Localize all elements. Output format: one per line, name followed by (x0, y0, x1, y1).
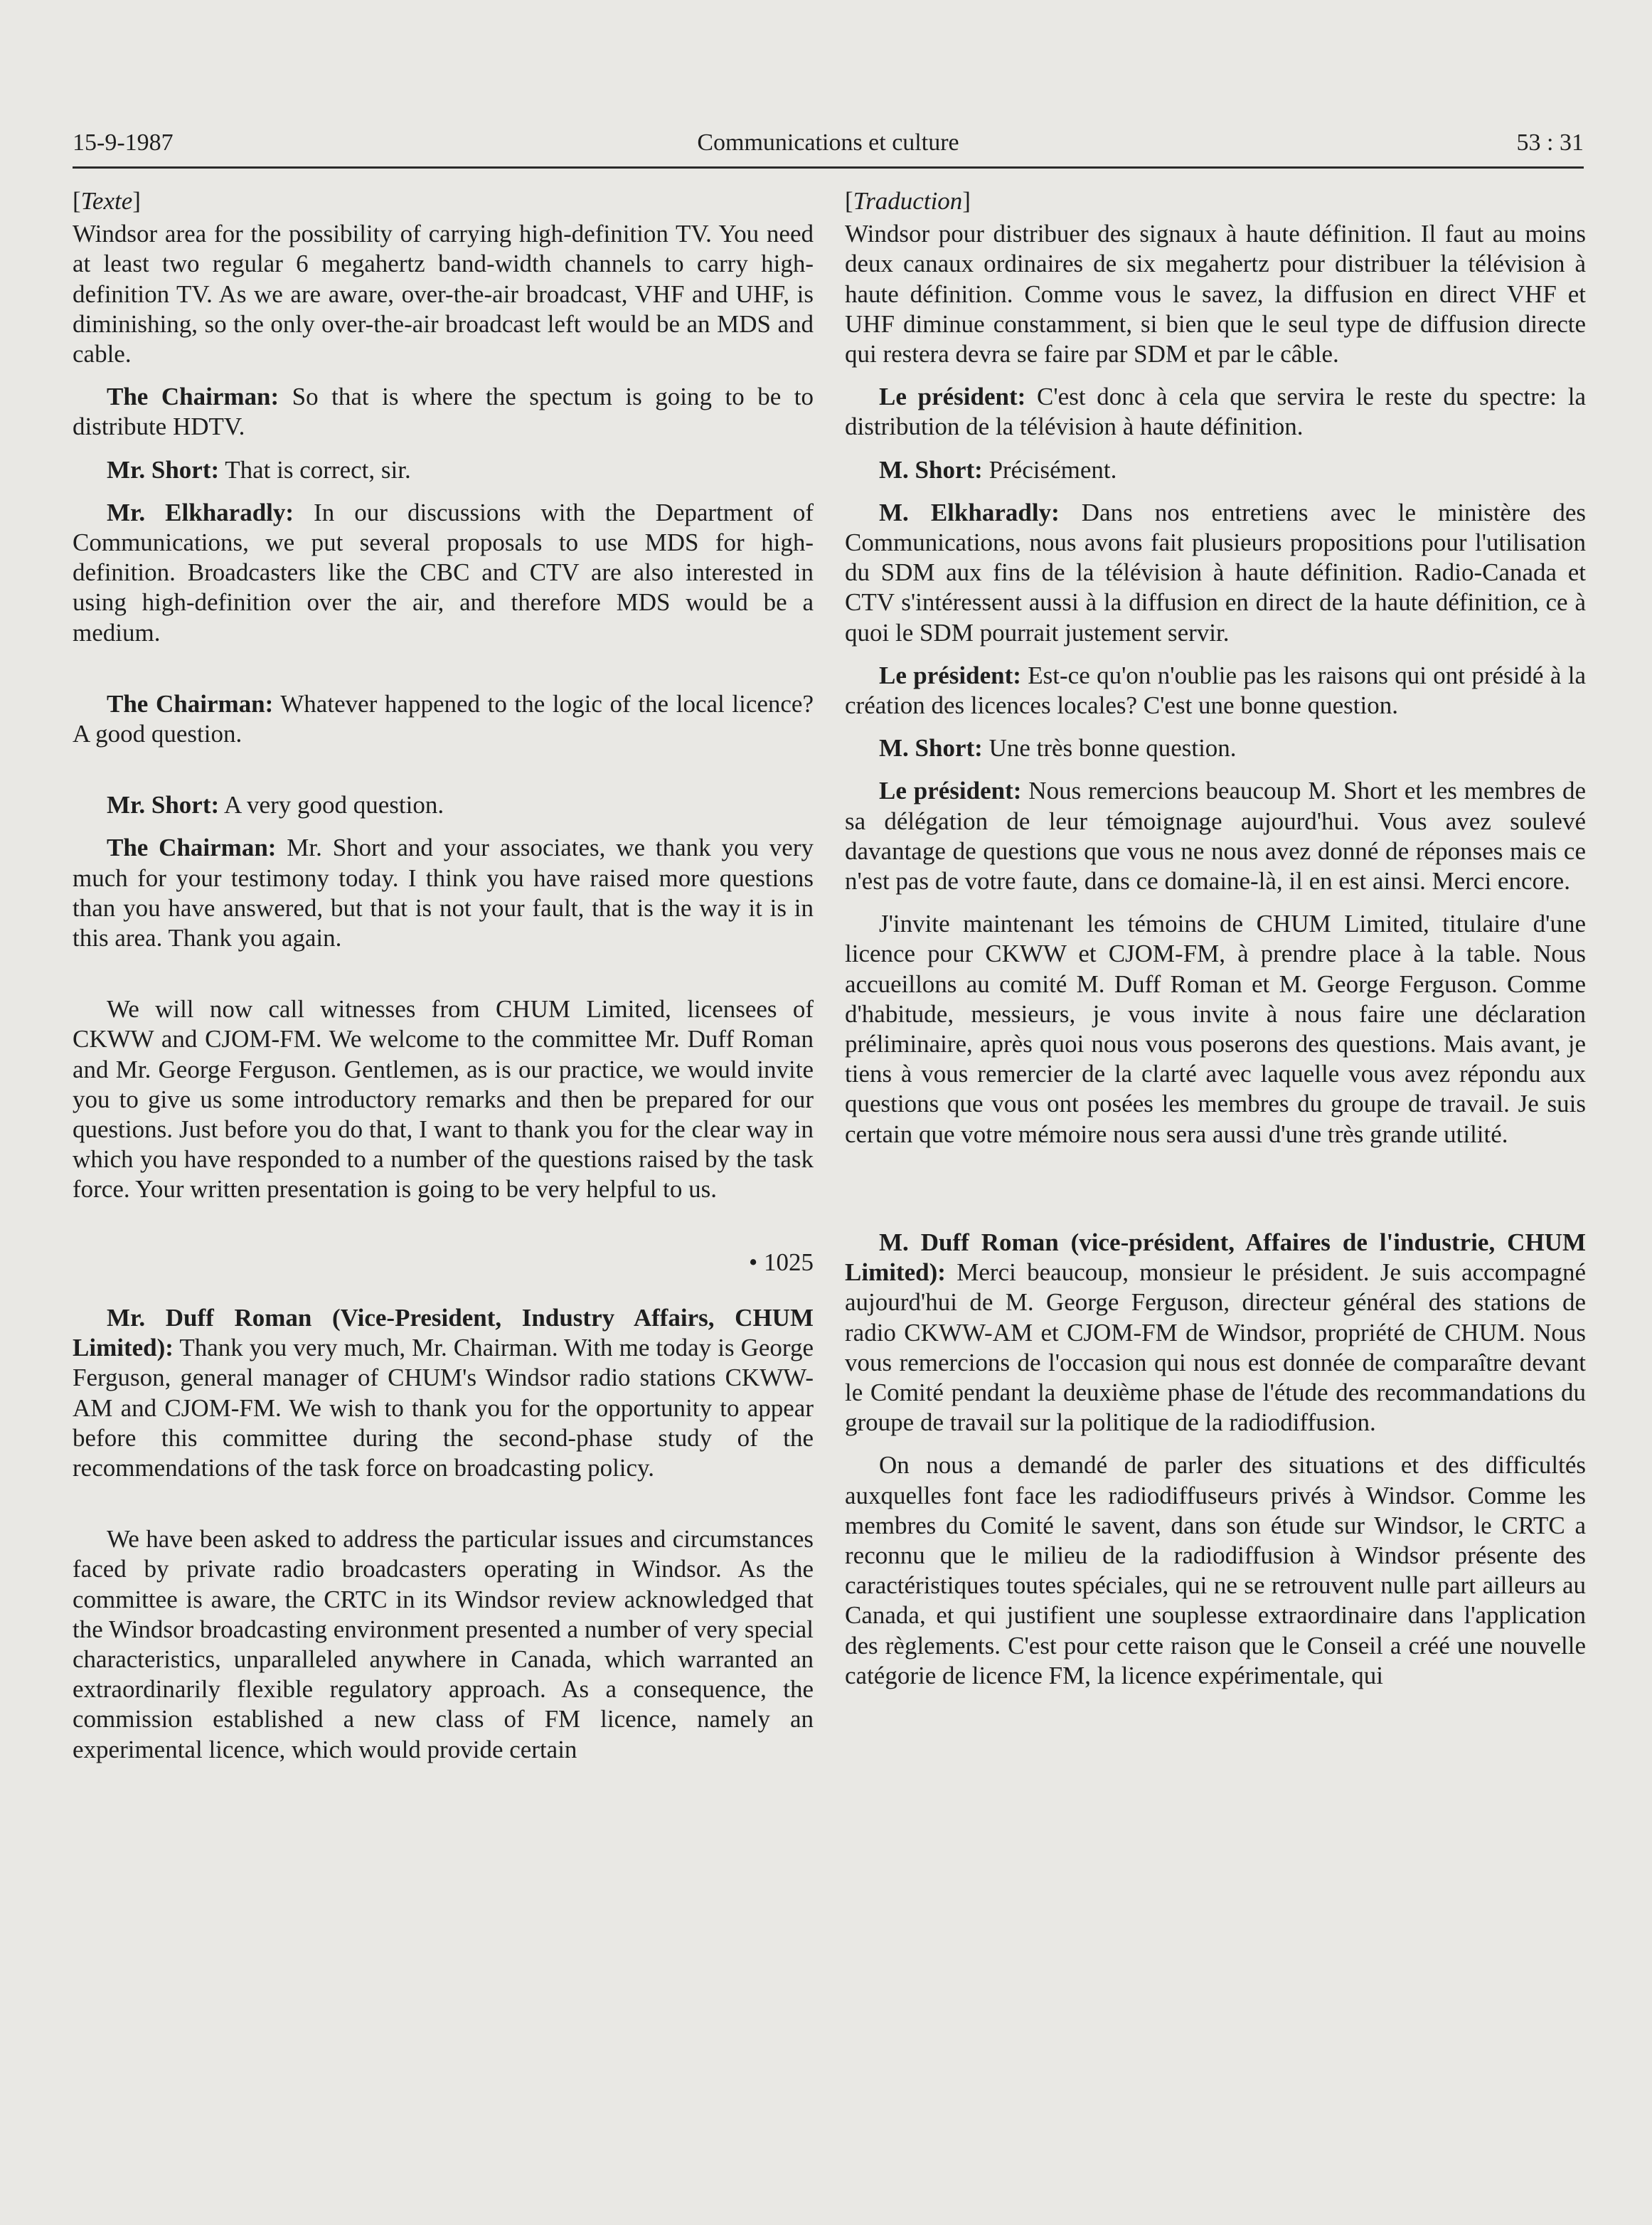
speaker-name: M. Short: (879, 734, 983, 763)
speaker-name: Mr. Duff Roman (Vice-President, Industry Affairs, CHUM Limited): (73, 1303, 814, 1362)
header-date: 15-9-1987 (73, 129, 174, 156)
speaker-name: Le président: (879, 661, 1021, 689)
english-column (73, 186, 814, 1778)
paragraph: M. Short: Précisément. (879, 455, 1117, 484)
paragraph: On nous a demandé de parler des situations et des difficultés auxquelles font face les radiodiffuseurs privés à Windsor. Comme les membres du Comité le savent, dans son étude sur Windsor, le CRTC a reconnu que le milieu de la radiodiffusion à Windsor présente des caractéristiques toutes spéciales, qui ne se retrouvent nulle part ailleurs au Canada, et qui justifient une souplesse extraordinaire dans l'application des règlements. C'est pour cette raison que le Conseil a créé une nouvelle catégorie de licence FM, la licence expérimentale, qui (845, 1451, 1586, 1689)
paragraph: Le président: C'est donc à cela que servira le reste du spectre: la distribution de la télévision à haute définition. (845, 383, 1586, 441)
paragraph: The Chairman: Mr. Short and your associates, we thank you very much for your testimony today. I think you have raised more questions than you have answered, but that is not your fault, that is the way it is in this area. Thank you again. (73, 834, 814, 952)
paragraph: We will now call witnesses from CHUM Limited, licensees of CKWW and CJOM-FM. We welcome to the committee Mr. Duff Roman and Mr. George Ferguson. Gentlemen, as is our practice, we would invite you to give us some introductory remarks and then be prepared for our questions. Just before you do that, I want to thank you for the clear way in which you have responded to a number of the questions raised by the task force. Your written presentation is going to be very helpful to us. (73, 995, 814, 1204)
paragraph: M. Short: Une très bonne question. (879, 734, 1237, 763)
paragraph: Mr. Elkharadly: In our discussions with the Department of Communications, we put several proposals to use MDS for high-definition. Broadcasters like the CBC and CTV are also interested in using high-definition over the air, and therefore MDS would be a medium. (73, 498, 814, 647)
paragraph: The Chairman: Whatever happened to the logic of the local licence? A good question. (73, 689, 814, 748)
paragraph: Windsor area for the possibility of carrying high-definition TV. You need at least two regular 6 megahertz band-width channels to carry high-definition TV. As we are aware, over-the-air broadcast, VHF and UHF, is diminishing, so the only over-the-air broadcast left would be an MDS and cable. (73, 220, 814, 368)
speaker-name: M. Duff Roman (vice-président, Affaires de l'industrie, CHUM Limited): (845, 1228, 1586, 1287)
paragraph: M. Elkharadly: Dans nos entretiens avec le ministère des Communications, nous avons fait plusieurs propositions pour l'utilisation du SDM aux fins de la télévision à haute définition. Radio-Canada et CTV s'intéressent aussi à la diffusion en direct de la haute définition, ce à quoi le SDM pourrait justement servir. (845, 498, 1586, 647)
paragraph: Le président: Est-ce qu'on n'oublie pas les raisons qui ont présidé à la création des licences locales? C'est une bonne question. (845, 661, 1586, 720)
french-column (845, 186, 1586, 1704)
speaker-name: Le président: (879, 777, 1022, 805)
speaker-name: The Chairman: (107, 689, 274, 718)
paragraph: Mr. Short: A very good question. (107, 791, 444, 819)
speaker-name: Le président: (879, 383, 1026, 411)
paragraph: M. Duff Roman (vice-président, Affaires de l'industrie, CHUM Limited): Merci beaucoup, monsieur le président. Je suis accompagné aujourd'hui de M. George Ferguson, directeur général des stations de radio CKWW-AM et CJOM-FM de Windsor, propriété de CHUM. Nous vous remercions de l'occasion qui nous est donnée de comparaître devant le Comité pendant la deuxième phase de l'étude des recommandations du groupe de travail sur la politique de la radiodiffusion. (845, 1228, 1586, 1437)
paragraph: We have been asked to address the particular issues and circumstances faced by private radio broadcasters operating in Windsor. As the committee is aware, the CRTC in its Windsor review acknowledged that the Windsor broadcasting environment presented a number of very special characteristics, unparalleled anywhere in Canada, which warranted an extraordinarily flexible regulatory approach. As a consequence, the commission established a new class of FM licence, namely an experimental licence, which would provide certain (73, 1525, 814, 1763)
speaker-name: The Chairman: (107, 383, 279, 411)
header-title: Communications et culture (697, 129, 959, 156)
translation-tag: [ Traduction ] (845, 186, 1586, 216)
speaker-name: M. Short: (879, 455, 983, 484)
paragraph: Mr. Duff Roman (Vice-President, Industry Affairs, CHUM Limited): Thank you very much, Mr. Chairman. With me today is George Ferguson, general manager of CHUM's Windsor radio stations CKWW-AM and CJOM-FM. We wish to thank you for the opportunity to appear before this committee during the second-phase study of the recommendations of the task force on broadcasting policy. (73, 1303, 814, 1482)
header-page-number: 53 : 31 (1516, 129, 1584, 156)
speaker-name: M. Elkharadly: (879, 498, 1060, 526)
time-marker: • 1025 (748, 1248, 814, 1276)
speaker-name: Mr. Short: (107, 791, 220, 819)
paragraph: The Chairman: So that is where the spectum is going to be to distribute HDTV. (73, 383, 814, 441)
paragraph: Mr. Short: That is correct, sir. (107, 455, 411, 484)
paragraph: Windsor pour distribuer des signaux à haute définition. Il faut au moins deux canaux ordinaires de six megahertz pour distribuer la télévision à haute définition. Comme vous le savez, la diffusion en direct VHF et UHF diminue constamment, si bien que le seul type de diffusion directe qui restera devra se faire par SDM et par le câble. (845, 220, 1586, 368)
speaker-name: The Chairman: (107, 834, 277, 862)
speaker-name: Mr. Elkharadly: (107, 498, 294, 526)
paragraph: J'invite maintenant les témoins de CHUM Limited, titulaire d'une licence pour CKWW et CJOM-FM, à prendre place à la table. Nous accueillons au comité M. Duff Roman et M. George Ferguson. Comme d'habitude, messieurs, je vous invite à nous faire une déclaration préliminaire, après quoi nous vous poserons des questions. Mais avant, je tiens à vous remercier de la clarté avec laquelle vous avez répondu aux questions que vous ont posées les membres du groupe de travail. Je suis certain que votre mémoire nous sera aussi d'une très grande utilité. (845, 910, 1586, 1148)
paragraph: Le président: Nous remercions beaucoup M. Short et les membres de sa délégation de leur témoignage aujourd'hui. Vous avez soulevé davantage de questions que vous ne nous avez donné de réponses mais ce n'est pas de votre faute, dans ce domaine-là, il en est ainsi. Merci encore. (845, 777, 1586, 896)
page-header (73, 127, 1584, 169)
speaker-name: Mr. Short: (107, 455, 220, 484)
text-tag: [ Texte ] (73, 186, 814, 216)
